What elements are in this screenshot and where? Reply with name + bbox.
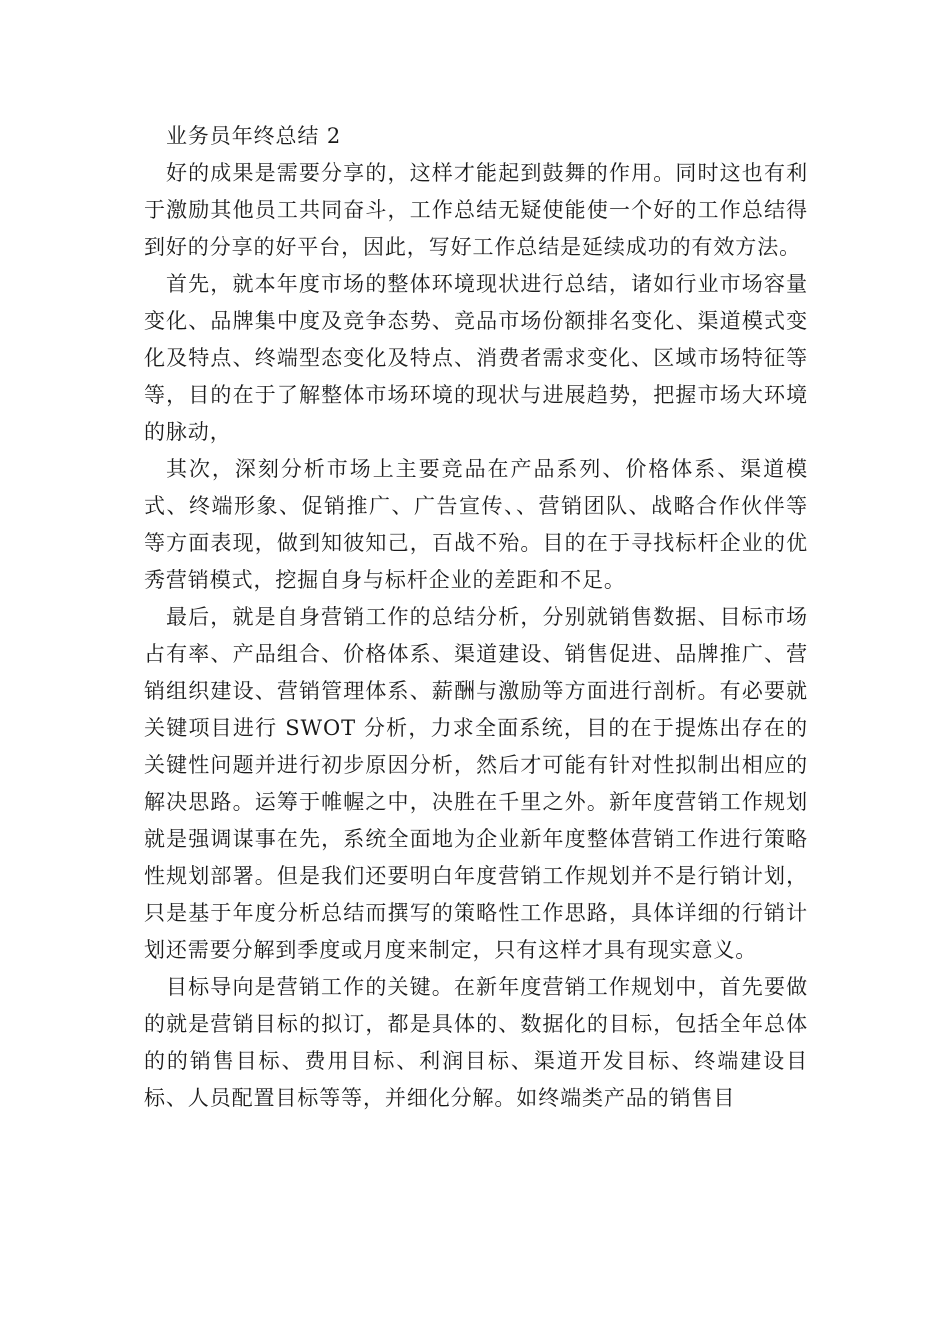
document-title: 业务员年终总结 2 [166, 124, 342, 148]
paragraph-intro: 好的成果是需要分享的，这样才能起到鼓舞的作用。同时这也有利于激励其他员工共同奋斗，工作总结无疑使能使一个好的工作总结得到好的分享的好平台，因此，写好工作总结是延续成功的有效方法。 [144, 161, 808, 259]
paragraph-competitor-analysis: 其次，深刻分析市场上主要竞品在产品系列、价格体系、渠道模式、终端形象、促销推广、广告宣传、、营销团队、战略合作伙伴等等方面表现，做到知彼知己，百战不殆。目的在于寻找标杆企业的优秀营销模式，挖掘自身与标杆企业的差距和不足。 [144, 457, 808, 592]
document-page [144, 118, 808, 1117]
paragraph-self-analysis: 最后，就是自身营销工作的总结分析，分别就销售数据、目标市场占有率、产品组合、价格体系、渠道建设、销售促进、品牌推广、营销组织建设、营销管理体系、薪酬与激励等方面进行剖析。有必要就关键项目进行 SWOT 分析，力求全面系统，目的在于提炼出存在的关键性问题并进行初步原因分析，然后才可能有针对性拟制出相应的解决思路。运筹于帷幄之中，决胜在千里之外。新年度营销工作规划就是强调谋事在先，系统全面地为企业新年度整体营销工作进行策略性规划部署。但是我们还要明白年度营销工作规划并不是行销计划，只是基于年度分析总结而撰写的策略性工作思路，具体详细的行销计划还需要分解到季度或月度来制定，只有这样才具有现实意义。 [144, 605, 808, 962]
paragraph-goal-orientation: 目标导向是营销工作的关键。在新年度营销工作规划中，首先要做的就是营销目标的拟订，都是具体的、数据化的目标，包括全年总体的的销售目标、费用目标、利润目标、渠道开发目标、终端建设目标、人员配置目标等等，并细化分解。如终端类产品的销售目 [144, 975, 808, 1110]
paragraph-market-environment: 首先，就本年度市场的整体环境现状进行总结，诸如行业市场容量变化、品牌集中度及竞争态势、竞品市场份额排名变化、渠道模式变化及特点、终端型态变化及特点、消费者需求变化、区域市场特征等等，目的在于了解整体市场环境的现状与进展趋势，把握市场大环境的脉动， [144, 272, 808, 444]
